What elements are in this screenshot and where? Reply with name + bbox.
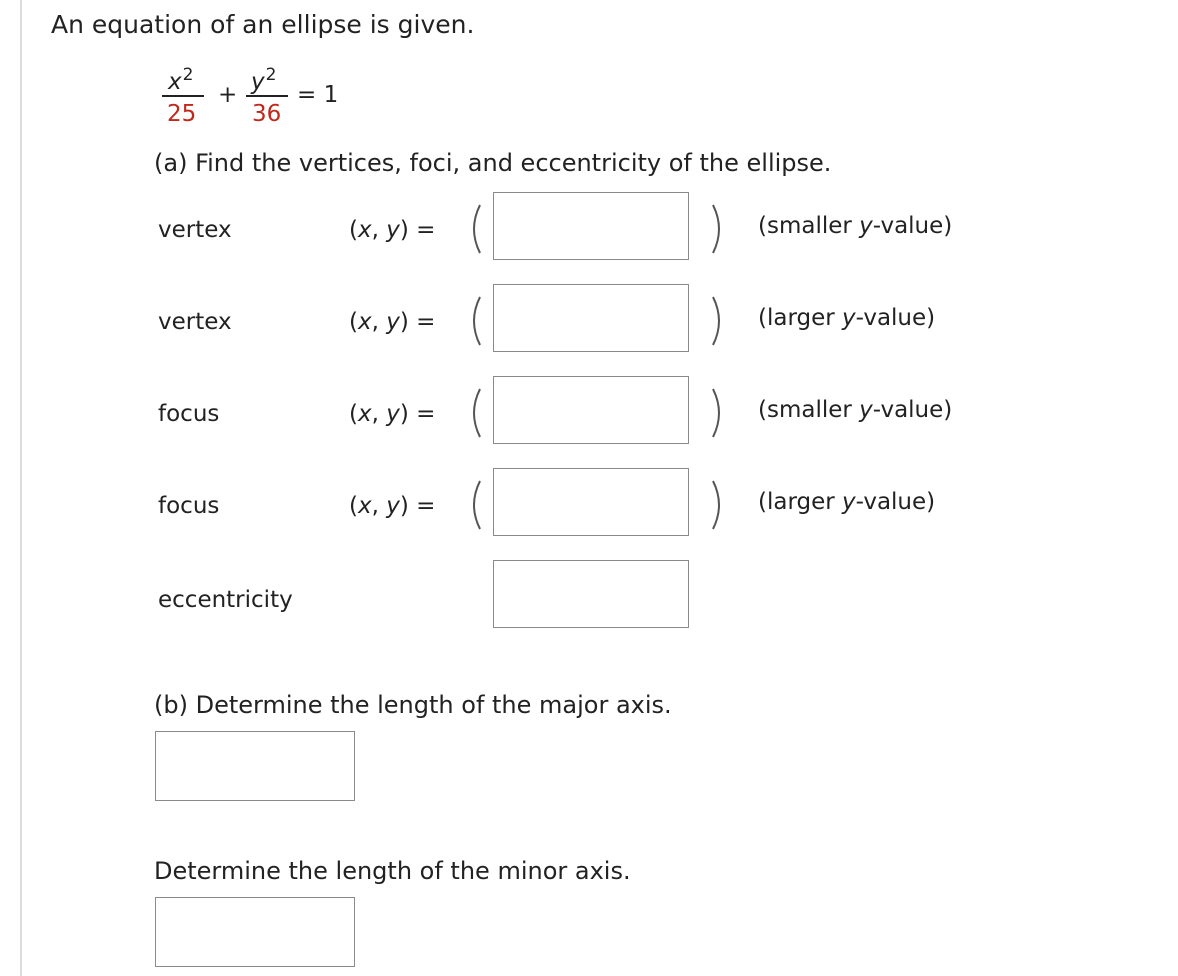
open-paren-icon xyxy=(464,295,486,347)
term2-fraction-bar xyxy=(246,95,288,97)
focus-larger-input[interactable] xyxy=(493,468,689,536)
row-note: (smaller y-value) xyxy=(758,397,953,423)
vertex-larger-input[interactable] xyxy=(493,284,689,352)
open-paren-icon xyxy=(464,479,486,531)
plus-sign: + xyxy=(218,82,238,108)
minor-axis-input[interactable] xyxy=(155,897,355,967)
vertex-smaller-input[interactable] xyxy=(493,192,689,260)
point-notation: (x, y) = xyxy=(349,493,436,519)
point-notation: (x, y) = xyxy=(349,309,436,335)
close-paren-icon xyxy=(707,387,729,439)
term1-numerator: $x^2$ xyxy=(168,65,194,95)
eccentricity-input[interactable] xyxy=(493,560,689,628)
term1-fraction-bar xyxy=(162,95,204,97)
close-paren-icon xyxy=(707,295,729,347)
problem-intro: An equation of an ellipse is given. xyxy=(51,10,475,39)
part-b-minor-prompt: Determine the length of the minor axis. xyxy=(154,857,631,885)
part-a-prompt: (a) Find the vertices, foci, and eccentricity of the ellipse. xyxy=(154,149,832,177)
open-paren-icon xyxy=(464,203,486,255)
row-note: (smaller y-value) xyxy=(758,213,953,239)
close-paren-icon xyxy=(707,479,729,531)
row-note: (larger y-value) xyxy=(758,305,936,331)
term1-denominator: 25 xyxy=(167,101,197,127)
term2-denominator: 36 xyxy=(252,101,282,127)
close-paren-icon xyxy=(707,203,729,255)
term2-numerator: $y^2$ xyxy=(251,65,277,95)
major-axis-input[interactable] xyxy=(155,731,355,801)
row-label: focus xyxy=(158,493,220,519)
row-label: vertex xyxy=(158,217,232,243)
row-label: focus xyxy=(158,401,220,427)
row-note: (larger y-value) xyxy=(758,489,936,515)
row-label: vertex xyxy=(158,309,232,335)
part-b-major-prompt: (b) Determine the length of the major axis. xyxy=(154,691,672,719)
left-divider xyxy=(20,0,22,976)
eccentricity-label: eccentricity xyxy=(158,587,293,613)
equation-rhs: = 1 xyxy=(297,82,339,108)
focus-smaller-input[interactable] xyxy=(493,376,689,444)
open-paren-icon xyxy=(464,387,486,439)
point-notation: (x, y) = xyxy=(349,401,436,427)
point-notation: (x, y) = xyxy=(349,217,436,243)
